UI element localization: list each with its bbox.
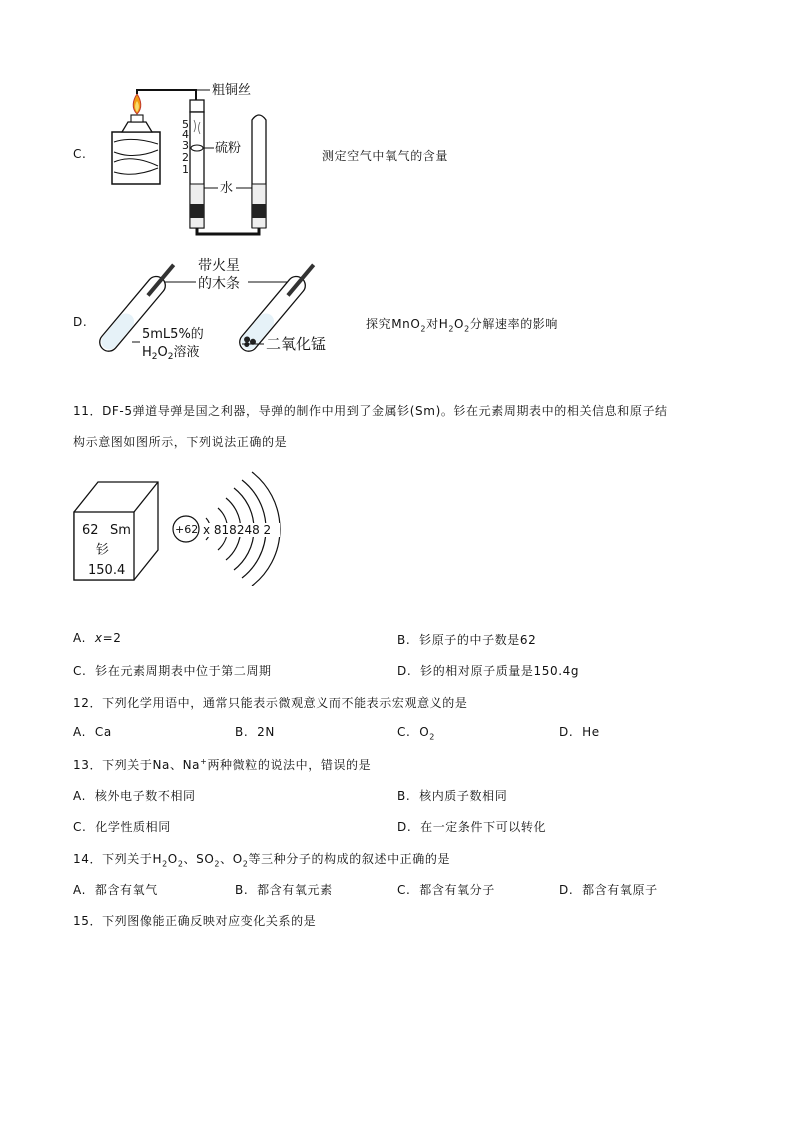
- q11-option-c: C. 钐在元素周期表中位于第二周期: [73, 664, 272, 678]
- sulfur-spoon: [191, 145, 203, 151]
- element-name: 钐: [96, 543, 110, 558]
- q13-option-c: C. 化学性质相同: [73, 820, 171, 834]
- scale-3: 3: [182, 139, 189, 152]
- label-water: 水: [220, 181, 234, 196]
- copper-wire: [137, 90, 196, 100]
- q10-d-apparatus-figure: [92, 256, 342, 360]
- q10-d-label: D.: [73, 315, 88, 329]
- q13-option-b: B. 核内质子数相同: [397, 789, 508, 803]
- label-sulfur: 硫粉: [215, 141, 242, 156]
- q10-c-apparatus-figure: [100, 82, 300, 240]
- q11-option-b: B. 钐原子的中子数是62: [397, 633, 537, 647]
- label-solution: 5mL5%的: [142, 327, 204, 342]
- q15-stem: 15．下列图像能正确反映对应变化关系的是: [73, 914, 317, 928]
- element-symbol: Sm: [110, 523, 131, 538]
- scale-2: 2: [182, 151, 189, 164]
- q12-option-d: D. He: [559, 725, 600, 739]
- alcohol-lamp: [122, 122, 152, 132]
- q12-option-a: A. Ca: [73, 725, 112, 739]
- q10-d-description: 探究MnO$_2$对$H_2O_2$分解速率的影响: [366, 317, 558, 334]
- connecting-hose: [197, 228, 259, 234]
- q13-option-d: D. 在一定条件下可以转化: [397, 820, 547, 834]
- label-copper-wire: 粗铜丝: [212, 83, 252, 98]
- label-splint-1: 带火星: [198, 258, 240, 274]
- q12-option-b: B. 2N: [235, 725, 275, 739]
- q13-option-a: A. 核外电子数不相同: [73, 789, 196, 803]
- q10-c-description: 测定空气中氧气的含量: [322, 149, 449, 163]
- q10-c-label: C.: [73, 147, 87, 161]
- q14-option-a: A. 都含有氧气: [73, 883, 158, 897]
- q13-stem: 13．下列关于Na、Na+两种微粒的说法中，错误的是: [73, 757, 372, 772]
- q11-stem-line2: 构示意图如图所示，下列说法正确的是: [73, 435, 288, 449]
- q11-stem-line1: 11．DF-5弹道导弹是国之利器，导弹的制作中用到了金属钐(Sm)。钐在元素周期表中的相关信息和原子结: [73, 404, 668, 418]
- label-splint-2: 的木条: [198, 276, 240, 292]
- q14-option-c: C. 都含有氧分子: [397, 883, 495, 897]
- samarium-atomic-structure: [166, 468, 296, 586]
- nucleus-charge: +62: [175, 523, 199, 536]
- q14-stem: 14．下列关于$H_2O_2$、$SO_2$、$O_2$等三种分子的构成的叙述中正确的是: [73, 852, 451, 869]
- scale-4: 4: [182, 128, 189, 141]
- q11-option-d: D. 钐的相对原子质量是150.4g: [397, 664, 580, 678]
- electron-shell-counts: x 818248 2: [203, 523, 272, 537]
- element-number: 62: [82, 523, 99, 538]
- scale-1: 1: [182, 163, 189, 176]
- q14-option-b: B. 都含有氧元素: [235, 883, 333, 897]
- label-h2o2-solution: $H_2O_2$溶液: [142, 345, 200, 360]
- q11-option-a: A. x=2: [73, 631, 122, 645]
- q12-stem: 12．下列化学用语中，通常只能表示微观意义而不能表示宏观意义的是: [73, 696, 468, 710]
- q14-option-d: D. 都含有氧原子: [559, 883, 658, 897]
- label-mno2: 二氧化锰: [266, 335, 327, 353]
- element-mass: 150.4: [88, 563, 126, 578]
- scale-5: 5: [182, 118, 189, 131]
- samarium-element-cell: [72, 478, 162, 582]
- q12-option-c: C. $O_2$: [397, 725, 435, 742]
